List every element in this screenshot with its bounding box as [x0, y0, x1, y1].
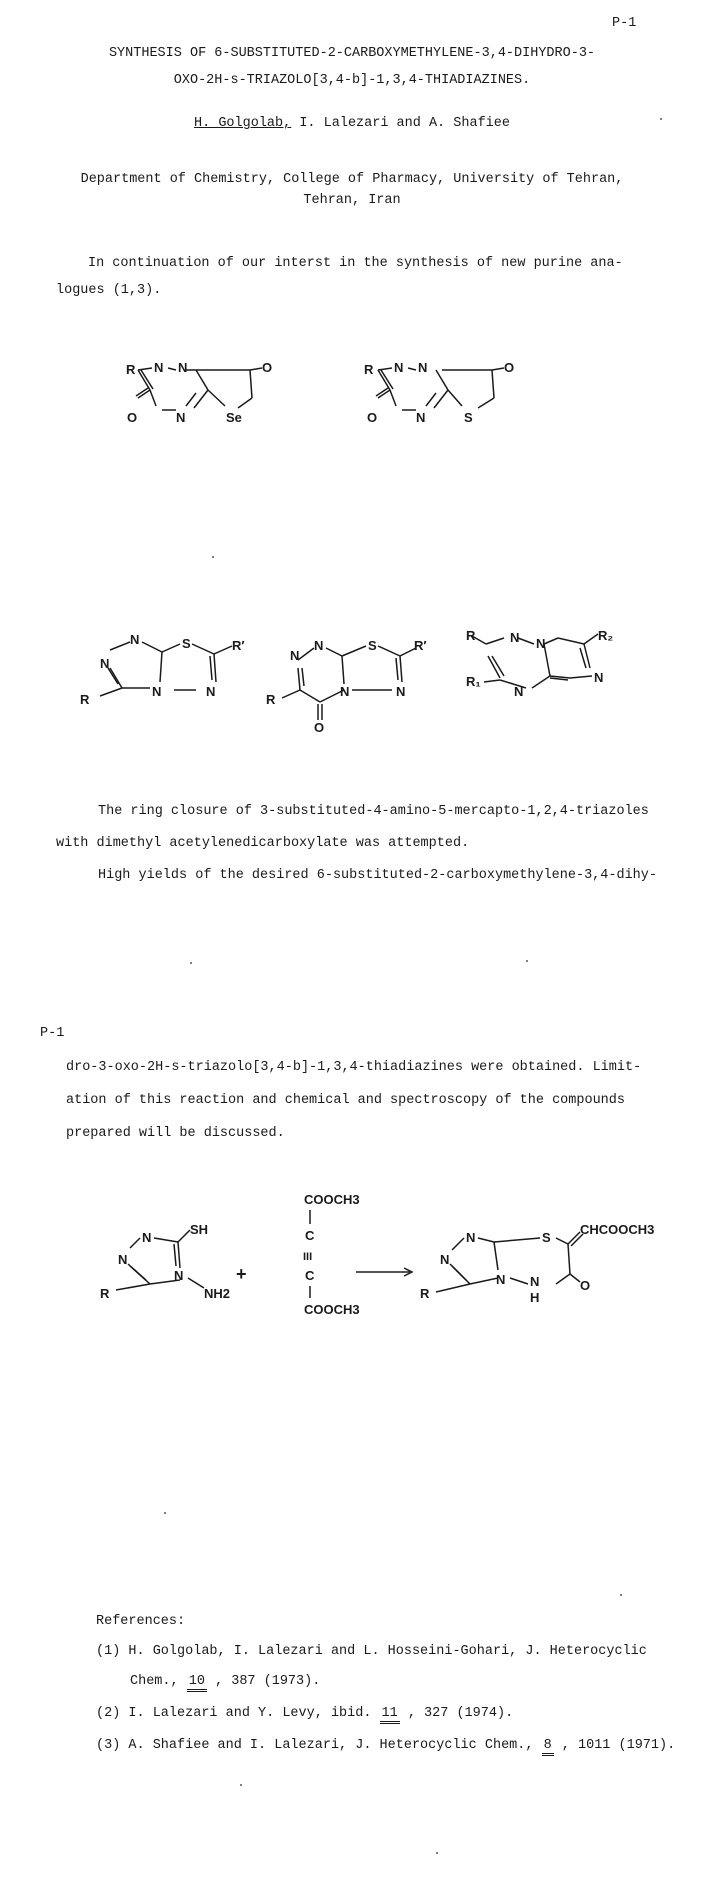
label-R1: R₁ — [466, 674, 481, 689]
authors — [0, 116, 704, 131]
para2-line-2: with dimethyl acetylenedicarboxylate was attempted. — [56, 836, 470, 851]
label-H: H — [530, 1290, 540, 1305]
para4-line-2: ation of this reaction and chemical and spectroscopy of the compounds — [66, 1093, 625, 1108]
label-O: O — [314, 720, 325, 735]
page-label-top: P-1 — [612, 16, 637, 31]
reference-2-text: (2) I. Lalezari and Y. Levy, ibid. — [96, 1706, 380, 1721]
reference-1-pages: , 387 (1973). — [206, 1674, 321, 1689]
scan-speck — [190, 962, 192, 964]
reference-1-volume: 10 — [187, 1674, 207, 1692]
scan-speck — [212, 556, 214, 558]
label-O: O — [262, 360, 273, 375]
label-N: N — [394, 360, 404, 375]
label-N: N — [314, 638, 324, 653]
label-N: N — [130, 632, 140, 647]
label-R: R — [266, 692, 276, 707]
scan-speck — [436, 1852, 438, 1854]
label-S: S — [182, 636, 191, 651]
label-N: N — [118, 1252, 128, 1267]
label-N: N — [178, 360, 188, 375]
intro-line-1: In continuation of our interst in the synthesis of new purine ana- — [88, 256, 623, 271]
label-N: N — [340, 684, 350, 699]
structure-product — [436, 1232, 583, 1292]
label-N: N — [510, 630, 520, 645]
label-C-bottom: C — [305, 1268, 315, 1283]
reference-2-pages: , 327 (1974). — [399, 1706, 514, 1721]
page-label-mid: P-1 — [40, 1026, 65, 1041]
label-R: R — [80, 692, 90, 707]
label-S: S — [464, 410, 473, 425]
para3-line-1: High yields of the desired 6-substituted-2-carboxymethylene-3,4-dihy- — [98, 868, 657, 883]
structure-imidazotriazine — [472, 634, 598, 688]
scan-speck — [526, 960, 528, 962]
label-N: N — [594, 670, 604, 685]
reference-1-journal: Chem., — [130, 1674, 187, 1689]
label-R-prime: R′ — [414, 638, 427, 653]
label-R: R — [100, 1286, 110, 1301]
reference-3-pages: , 1011 (1971). — [553, 1738, 676, 1753]
label-N: N — [176, 410, 186, 425]
reference-1-line-1: (1) H. Golgolab, I. Lalezari and L. Hosseini-Gohari, J. Heterocyclic — [96, 1644, 647, 1659]
label-R: R — [466, 628, 476, 643]
reference-3 — [96, 1738, 675, 1753]
label-O: O — [504, 360, 515, 375]
structures-row-2 — [0, 620, 704, 740]
reference-3-text: (3) A. Shafiee and I. Lalezari, J. Heterocyclic Chem., — [96, 1738, 542, 1753]
scan-speck — [660, 118, 662, 120]
label-N: N — [152, 684, 162, 699]
first-author: H. Golgolab, — [194, 116, 292, 131]
affiliation-line-2: Tehran, Iran — [303, 193, 401, 208]
other-authors: I. Lalezari and A. Shafiee — [291, 116, 510, 131]
para4-line-3: prepared will be discussed. — [66, 1126, 285, 1141]
label-N: N — [174, 1268, 184, 1283]
label-O: O — [367, 410, 378, 425]
label-COOCH3-bottom: COOCH3 — [304, 1302, 360, 1317]
label-R: R — [126, 362, 136, 377]
structures-row-1 — [0, 340, 704, 450]
label-COOCH3-top: COOCH3 — [304, 1192, 360, 1207]
label-CHCOOCH3: CHCOOCH3 — [580, 1222, 655, 1237]
label-N: N — [530, 1274, 540, 1289]
label-N: N — [100, 656, 110, 671]
label-N: N — [536, 636, 546, 651]
structure-triazino-thiadiazole — [282, 646, 416, 720]
label-Se: Se — [226, 410, 242, 425]
label-O: O — [580, 1278, 591, 1293]
label-N: N — [496, 1272, 506, 1287]
label-C-top: C — [305, 1228, 315, 1243]
label-R: R — [364, 362, 374, 377]
reference-2-volume: 11 — [380, 1706, 400, 1724]
title-line-1: SYNTHESIS OF 6-SUBSTITUTED-2-CARBOXYMETHYLENE-3,4-DIHYDRO-3- — [108, 46, 596, 61]
scan-speck — [164, 1512, 166, 1514]
scan-speck — [240, 1784, 242, 1786]
label-O: O — [127, 410, 138, 425]
intro-line-2: logues (1,3). — [56, 283, 162, 298]
label-N: N — [290, 648, 300, 663]
label-N: N — [440, 1252, 450, 1267]
references-heading: References: — [96, 1614, 186, 1629]
label-N: N — [396, 684, 406, 699]
label-NH2: NH2 — [204, 1286, 231, 1301]
label-R2: R₂ — [598, 628, 614, 643]
plus-sign: + — [236, 1264, 247, 1284]
title-line-2: OXO-2H-s-TRIAZOLO[3,4-b]-1,3,4-THIADIAZINES. — [173, 73, 531, 88]
scan-speck — [620, 1594, 622, 1596]
label-N: N — [154, 360, 164, 375]
label-S: S — [542, 1230, 551, 1245]
structure-aminomercaptotriazole — [116, 1230, 204, 1290]
reference-3-volume: 8 — [542, 1738, 554, 1756]
reaction-scheme — [0, 1180, 704, 1320]
label-R-prime: R′ — [232, 638, 245, 653]
label-N: N — [466, 1230, 476, 1245]
reference-1-line-2 — [130, 1674, 320, 1689]
para2-line-1: The ring closure of 3-substituted-4-amino-5-mercapto-1,2,4-triazoles — [98, 804, 649, 819]
label-N: N — [514, 684, 524, 699]
para4-line-1: dro-3-oxo-2H-s-triazolo[3,4-b]-1,3,4-thiadiazines were obtained. Limit- — [66, 1060, 642, 1075]
label-N: N — [416, 410, 426, 425]
reference-2 — [96, 1706, 513, 1721]
label-N: N — [206, 684, 216, 699]
label-N: N — [142, 1230, 152, 1245]
label-triple-bond: III — [303, 1251, 313, 1263]
label-SH: SH — [190, 1222, 209, 1237]
label-R: R — [420, 1286, 430, 1301]
label-S: S — [368, 638, 377, 653]
label-N: N — [418, 360, 428, 375]
affiliation-line-1: Department of Chemistry, College of Pharmacy, University of Tehran, — [80, 172, 624, 187]
